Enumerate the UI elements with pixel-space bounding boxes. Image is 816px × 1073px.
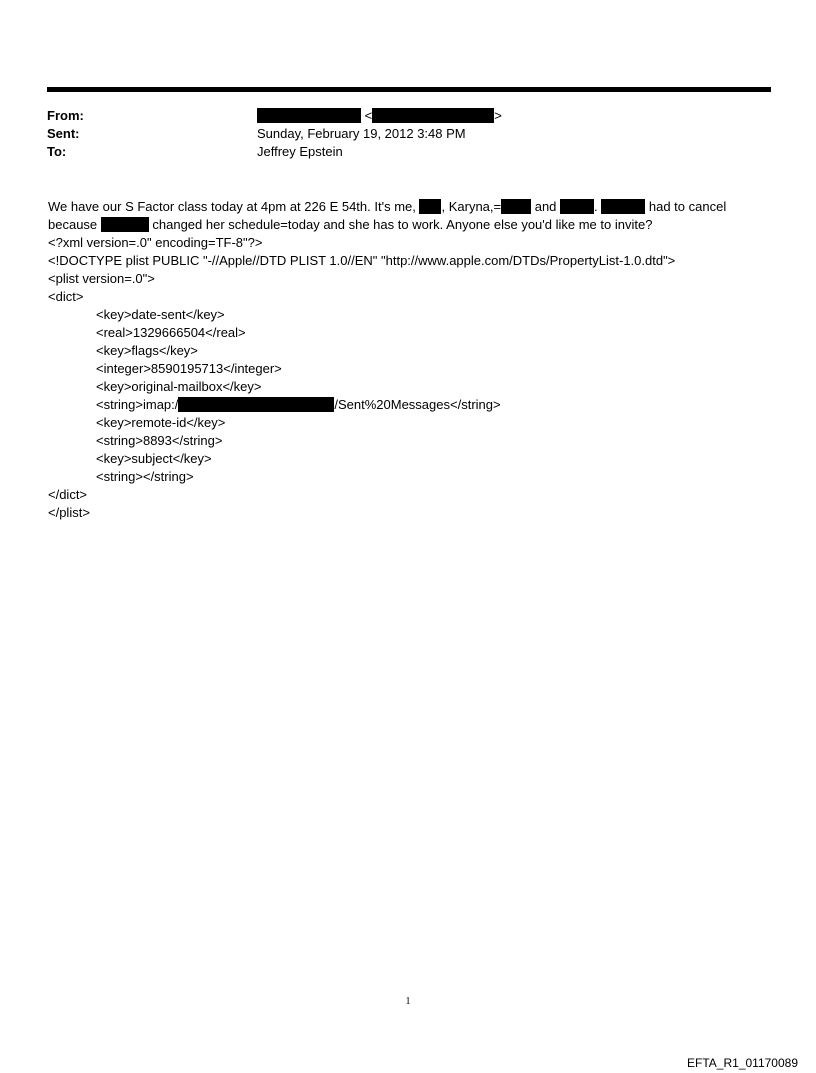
- redaction-block: [601, 199, 645, 214]
- redaction-block: [560, 199, 594, 214]
- plist-line: <string>imap:/ /Sent%20Messages</string>: [96, 397, 501, 412]
- redaction-block: [501, 199, 531, 214]
- redaction-block: [372, 108, 494, 123]
- sent-value: Sunday, February 19, 2012 3:48 PM: [257, 126, 466, 141]
- from-label: From:: [47, 108, 84, 123]
- document-id: EFTA_R1_01170089: [687, 1056, 798, 1070]
- plist-line: <plist version=.0">: [48, 271, 155, 286]
- message-line: We have our S Factor class today at 4pm at 226 E 54th. It's me, , Karyna,= and . had to cancel: [48, 199, 727, 214]
- plist-line: <key>original-mailbox</key>: [96, 379, 262, 394]
- plist-line: <key>date-sent</key>: [96, 307, 225, 322]
- message-body: [48, 198, 768, 522]
- plist-line: <dict>: [48, 289, 84, 304]
- to-value: Jeffrey Epstein: [257, 144, 343, 159]
- redaction-block: [178, 397, 334, 412]
- plist-line: <real>1329666504</real>: [96, 325, 246, 340]
- plist-line: <string></string>: [96, 469, 194, 484]
- redaction-block: [101, 217, 149, 232]
- redaction-block: [419, 199, 441, 214]
- plist-line: <!DOCTYPE plist PUBLIC "-//Apple//DTD PLIST 1.0//EN" "http://www.apple.com/DTDs/PropertyList-1.0.dtd">: [48, 253, 676, 268]
- to-label: To:: [47, 144, 67, 159]
- message-line: because changed her schedule=today and she has to work. Anyone else you'd like me to invite?: [48, 217, 653, 232]
- plist-line: </plist>: [48, 505, 90, 520]
- page-number: 1: [405, 996, 411, 1007]
- sent-label: Sent:: [47, 126, 80, 141]
- plist-line: <string>8893</string>: [96, 433, 223, 448]
- plist-line: <?xml version=.0" encoding=TF-8"?>: [48, 235, 263, 250]
- plist-line: <key>remote-id</key>: [96, 415, 226, 430]
- header-rule: [47, 87, 771, 92]
- redaction-block: [257, 108, 361, 123]
- plist-line: <integer>8590195713</integer>: [96, 361, 282, 376]
- from-value: < >: [257, 107, 502, 125]
- plist-line: <key>subject</key>: [96, 451, 212, 466]
- plist-line: </dict>: [48, 487, 88, 502]
- plist-line: <key>flags</key>: [96, 343, 198, 358]
